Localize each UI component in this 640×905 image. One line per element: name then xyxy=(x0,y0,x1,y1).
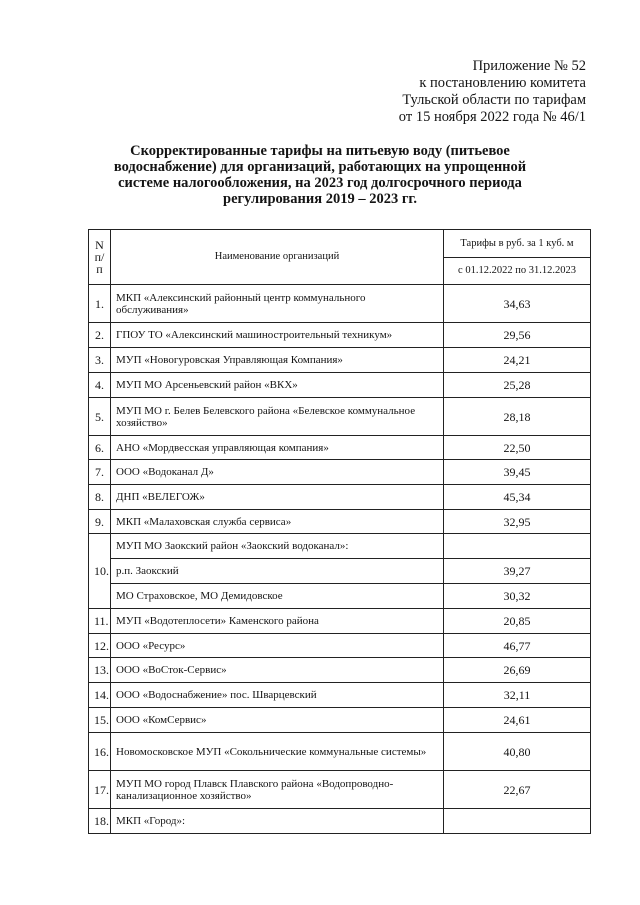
row-tariff: 32,95 xyxy=(444,510,591,534)
row-tariff: 32,11 xyxy=(444,683,591,708)
row-num: 6. xyxy=(89,436,111,460)
row-tariff: 26,69 xyxy=(444,658,591,683)
row-tariff: 40,80 xyxy=(444,733,591,771)
header-tariff: Тарифы в руб. за 1 куб. м xyxy=(444,230,591,258)
table-row xyxy=(89,373,591,398)
row-organization: МУП МО Заокский район «Заокский водоканал»: xyxy=(111,534,444,559)
header-num: N п/п xyxy=(89,230,111,285)
row-organization: ООО «КомСервис» xyxy=(111,708,444,733)
table-row xyxy=(89,460,591,485)
appendix-date: от 15 ноября 2022 года № 46/1 xyxy=(398,109,586,125)
appendix-committee: Тульской области по тарифам xyxy=(402,92,586,108)
table-row xyxy=(89,609,591,634)
row-num: 1. xyxy=(89,285,111,323)
table-row xyxy=(89,485,591,510)
row-organization: АНО «Мордвесская управляющая компания» xyxy=(111,436,444,460)
table-row xyxy=(89,771,591,809)
table-row xyxy=(89,348,591,373)
table-row xyxy=(89,534,591,559)
row-organization: Новомосковское МУП «Сокольнические коммунальные системы» xyxy=(111,733,444,771)
row-organization: МКП «Алексинский районный центр коммунального обслуживания» xyxy=(111,285,444,323)
table-subrow xyxy=(89,584,591,609)
row-num: 8. xyxy=(89,485,111,510)
row-num: 14. xyxy=(89,683,111,708)
row-organization: МУП «Новогуровская Управляющая Компания» xyxy=(111,348,444,373)
table-row xyxy=(89,510,591,534)
row-tariff: 22,50 xyxy=(444,436,591,460)
table-row xyxy=(89,683,591,708)
row-organization: ГПОУ ТО «Алексинский машиностроительный техникум» xyxy=(111,323,444,348)
row-tariff: 20,85 xyxy=(444,609,591,634)
row-num: 2. xyxy=(89,323,111,348)
appendix-header xyxy=(399,58,586,126)
row-tariff: 45,34 xyxy=(444,485,591,510)
row-organization: МУП «Водотеплосети» Каменского района xyxy=(111,609,444,634)
table-row xyxy=(89,809,591,834)
table-subrow xyxy=(89,559,591,584)
row-num: 7. xyxy=(89,460,111,485)
row-num: 3. xyxy=(89,348,111,373)
row-num: 15. xyxy=(89,708,111,733)
table-row xyxy=(89,323,591,348)
row-organization: МКП «Город»: xyxy=(111,809,444,834)
table-row xyxy=(89,285,591,323)
header-period: с 01.12.2022 по 31.12.2023 xyxy=(444,258,591,285)
row-organization: ООО «ВоСток-Сервис» xyxy=(111,658,444,683)
row-organization: ООО «Водоканал Д» xyxy=(111,460,444,485)
row-tariff: 39,27 xyxy=(444,559,591,584)
row-tariff: 30,32 xyxy=(444,584,591,609)
row-num: 4. xyxy=(89,373,111,398)
row-organization: ДНП «ВЕЛЕГОЖ» xyxy=(111,485,444,510)
row-num: 11. xyxy=(89,609,111,634)
row-tariff: 39,45 xyxy=(444,460,591,485)
row-num: 18. xyxy=(89,809,111,834)
row-tariff: 25,28 xyxy=(444,373,591,398)
row-num: 16. xyxy=(89,733,111,771)
row-tariff: 28,18 xyxy=(444,398,591,436)
document-title: Скорректированные тарифы на питьевую воду (питьевое водоснабжение) для организаций, работающих на упрощенной системе налогообложения, на 2023 год долгосрочного периода регулирования 2019 – 2023 гг. xyxy=(113,143,527,207)
row-organization: ООО «Водоснабжение» пос. Шварцевский xyxy=(111,683,444,708)
row-tariff: 46,77 xyxy=(444,634,591,658)
row-num: 17. xyxy=(89,771,111,809)
row-tariff: 34,63 xyxy=(444,285,591,323)
table-row xyxy=(89,436,591,460)
row-tariff xyxy=(444,809,591,834)
row-tariff: 29,56 xyxy=(444,323,591,348)
row-num: 12. xyxy=(89,634,111,658)
row-organization: МУП МО г. Белев Белевского района «Белевское коммунальное хозяйство» xyxy=(111,398,444,436)
row-organization: ООО «Ресурс» xyxy=(111,634,444,658)
appendix-resolution: к постановлению комитета xyxy=(419,75,586,91)
table-row xyxy=(89,398,591,436)
row-tariff-empty xyxy=(444,534,591,559)
appendix-number: Приложение № 52 xyxy=(472,58,586,74)
row-tariff: 24,21 xyxy=(444,348,591,373)
table-row xyxy=(89,733,591,771)
row-tariff: 24,61 xyxy=(444,708,591,733)
row-sub-organization: МО Страховское, МО Демидовское xyxy=(111,584,444,609)
row-sub-organization: р.п. Заокский xyxy=(111,559,444,584)
table-row xyxy=(89,658,591,683)
tariff-table xyxy=(88,229,591,834)
table-row xyxy=(89,708,591,733)
row-num: 13. xyxy=(89,658,111,683)
header-organization: Наименование организаций xyxy=(111,230,444,285)
row-organization: МУП МО город Плавск Плавского района «Водопроводно-канализационное хозяйство» xyxy=(111,771,444,809)
row-organization: МКП «Малаховская служба сервиса» xyxy=(111,510,444,534)
row-tariff: 22,67 xyxy=(444,771,591,809)
row-organization: МУП МО Арсеньевский район «ВКХ» xyxy=(111,373,444,398)
table-row xyxy=(89,634,591,658)
row-num: 10. xyxy=(89,534,111,609)
row-num: 9. xyxy=(89,510,111,534)
row-num: 5. xyxy=(89,398,111,436)
